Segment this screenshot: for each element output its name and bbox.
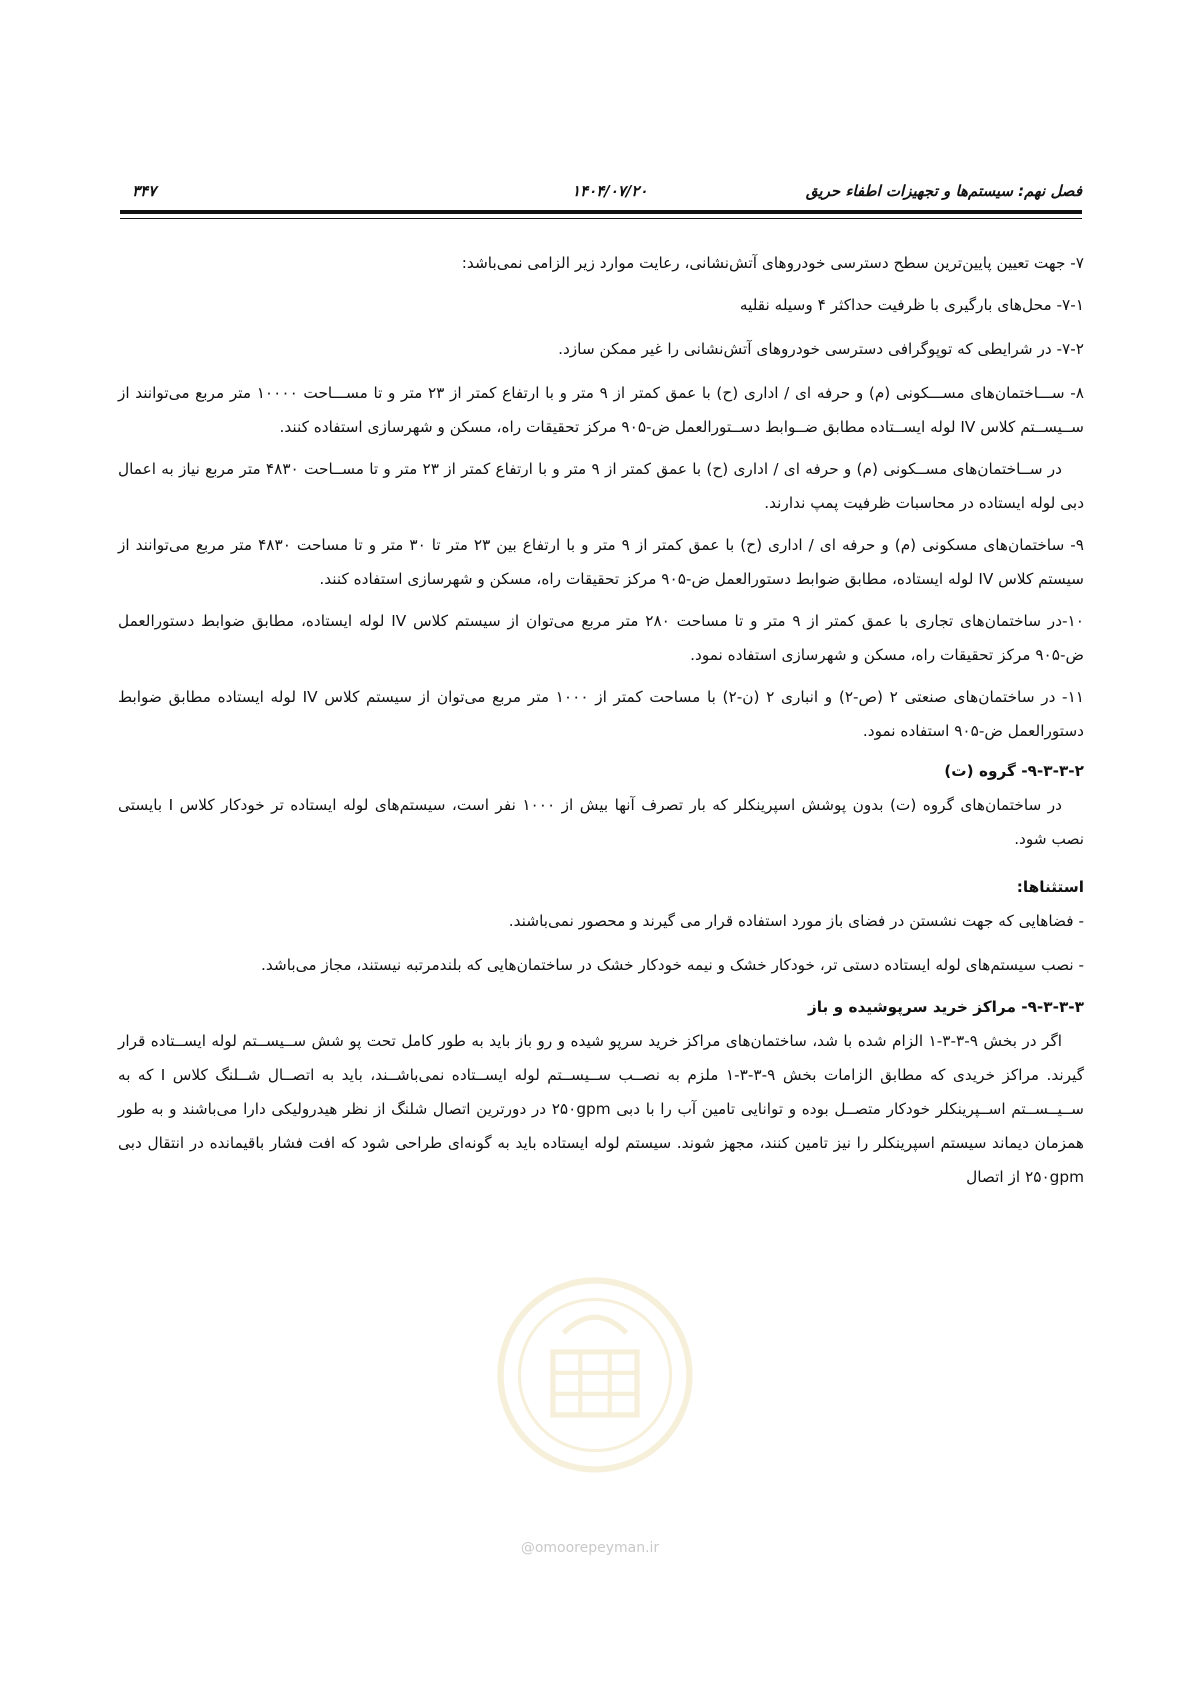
paragraph-7-1: ۷-۱- محل‌های بارگیری با ظرفیت حداکثر ۴ وسیله نقلیه (739, 296, 1084, 314)
watermark-text: @omoorepeyman.ir (520, 1540, 660, 1556)
header-rule-thick (120, 210, 1082, 214)
watermark-logo (490, 1270, 700, 1480)
exception-item-1: - فضاهایی که جهت نشستن در فضای باز مورد استفاده قرار می گیرند و محصور نمی‌باشند. (508, 912, 1084, 930)
paragraph-11: ۱۱- در ساختمان‌های صنعتی ۲ (ص-۲) و انباری ۲ (ن-۲) با مساحت کمتر از ۱۰۰۰ متر مربع می‌توان از سیستم کلاس IV لوله ایستاده مطابق ضوابط دستورالعمل ض-۹۰۵ استفاده نمود. (118, 688, 1085, 740)
chapter-title: فصل نهم: سیستم‌ها و تجهیزات اطفاء حریق (805, 182, 1082, 200)
paragraph-7: ۷- جهت تعیین پایین‌ترین سطح دسترسی خودروهای آتش‌نشانی، رعایت موارد زیر الزامی نمی‌باشد: (461, 254, 1084, 272)
section-heading-group-t: ۹-۳-۳-۲- گروه (ت) (944, 762, 1084, 780)
document-body (118, 246, 1084, 1194)
exceptions-heading: استثناها: (1016, 878, 1084, 896)
header-rule-thin (120, 218, 1082, 219)
paragraph-8-note: در ســاختمان‌های مســکونی (م) و حرفه ای / اداری (ح) با عمق کمتر از ۹ متر و با ارتفاع کمتر از ۲۳ متر و تا مســاحت ۴۸۳۰ متر مربع نیاز به اعمال دبی لوله ایستاده در محاسبات ظرفیت پمپ ندارند. (118, 460, 1084, 512)
paragraph-9: ۹- ساختمان‌های مسکونی (م) و حرفه ای / اداری (ح) با عمق کمتر از ۹ متر و با ارتفاع بین ۲۳ متر تا ۳۰ متر و تا مساحت ۴۸۳۰ متر مربع می‌توانند از سیستم کلاس IV لوله ایستاده، مطابق ضوابط دستورالعمل ض-۹۰۵ مرکز تحقیقات راه، مسکن و شهرسازی استفاده کنند. (118, 536, 1084, 588)
page-header (120, 182, 1082, 206)
paragraph-group-t: در ساختمان‌های گروه (ت) بدون پوشش اسپرینکلر که بار تصرف آنها بیش از ۱۰۰۰ نفر است، سیستم‌های لوله ایستاده تر خودکار کلاس I بایستی نصب شود. (118, 796, 1084, 848)
page-number: ۳۴۷ (132, 182, 157, 200)
paragraph-10: ۱۰-در ساختمان‌های تجاری با عمق کمتر از ۹ متر و تا مساحت ۲۸۰ متر مربع می‌توان از سیستم کلاس IV لوله ایستاده، مطابق ضوابط دستورالعمل ض-۹۰۵ مرکز تحقیقات راه، مسکن و شهرسازی استفاده نمود. (118, 612, 1084, 664)
section-heading-malls: ۹-۳-۳-۳- مراکز خرید سرپوشیده و باز (808, 998, 1084, 1016)
paragraph-malls: اگر در بخش ۹-۳-۳-۱ الزام شده با شد، ساختمان‌های مراکز خرید سرپو شیده و رو باز باید به طور کامل تحت پو شش ســیســتم لوله ایســتاده قرار گیرند. مراکز خریدی که مطابق الزامات بخش ۹-۳-۳-۱ ملزم به نصــب ســیســتم لوله ایســتاده نمی‌باشــند، باید به اتصــال شــلنگ کلاس I که به ســیــســتم اســپرینکلر خودکار متصــل بوده و توانایی تامین آب را با دبی ۲۵۰gpm در دورترین اتصال شلنگ از نظر هیدرولیکی دارا می‌باشند و به طور همزمان دیماند سیستم اسپرینکلر را نیز تامین کنند، مجهز شوند. سیستم لوله ایستاده باید به گونه‌ای طراحی شود که افت فشار باقیمانده در انتقال دبی ۲۵۰gpm از اتصال (118, 1032, 1084, 1186)
paragraph-8: ۸- ســـاختمان‌های مســـکونی (م) و حرفه ای / اداری (ح) با عمق کمتر از ۹ متر و با ارتفاع کمتر از ۲۳ متر و تا مســـاحت ۱۰۰۰۰ متر مربع می‌توانند از ســیســتم کلاس IV لوله ایســتاده مطابق ضــوابط دســتورالعمل ض-۹۰۵ مرکز تحقیقات راه، مسکن و شهرسازی استفاده کنند. (118, 384, 1084, 436)
exception-item-2: - نصب سیستم‌های لوله ایستاده دستی تر، خودکار خشک و نیمه خودکار خشک در ساختمان‌هایی که بلندمرتبه نیستند، مجاز می‌باشد. (260, 956, 1084, 974)
header-date: ۱۴۰۴/۰۷/۲۰ (572, 182, 648, 200)
paragraph-7-2: ۷-۲- در شرایطی که توپوگرافی دسترسی خودروهای آتش‌نشانی را غیر ممکن سازد. (558, 340, 1084, 358)
